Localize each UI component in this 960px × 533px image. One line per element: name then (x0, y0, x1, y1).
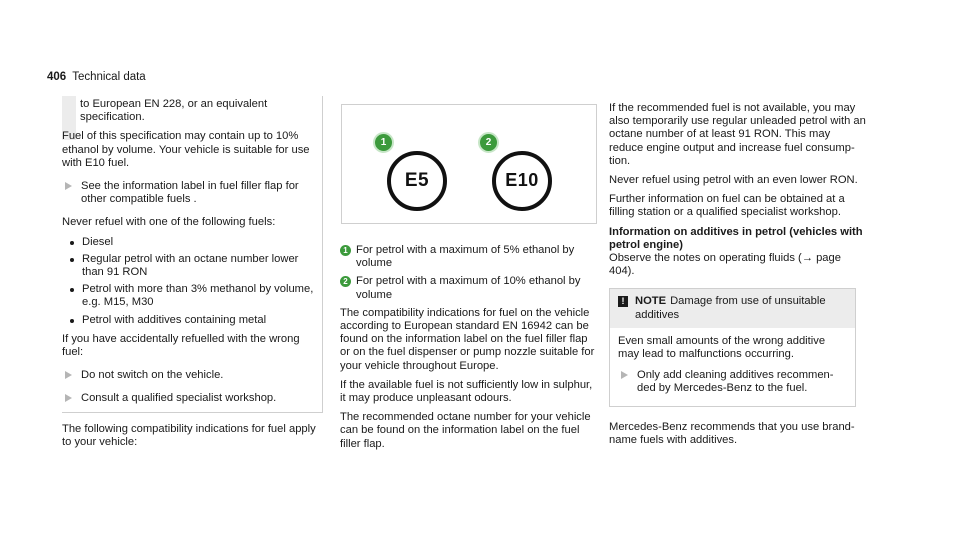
note-text: Even small amounts of the wrong additive may lead to malfunctions occurring. (618, 334, 826, 361)
compatibility-intro: The following compatibility indications for fuel apply to your vehicle: (62, 423, 316, 449)
list-item: Petrol with more than 3% methanol by volume, e.g. M15, M30 (70, 283, 322, 309)
step-arrow-icon (65, 182, 72, 190)
intro-continuation: to European EN 228, or an equivalent specification. (80, 98, 268, 124)
additives-heading: Information on additives in petrol (vehicles with petrol engine) (609, 225, 863, 251)
page-number: 406 (47, 71, 67, 83)
step-arrow-icon (65, 394, 72, 402)
lower-ron-paragraph: Never refuel using petrol with an even lower RON. (609, 174, 858, 187)
step-arrow-icon (65, 371, 72, 379)
step-arrow-icon (621, 371, 628, 379)
list-item: Regular petrol with an octane number lower than 91 RON (70, 253, 322, 279)
callout-number: 1 (340, 245, 351, 256)
step-do-not-switch-on: Do not switch on the vehicle. (62, 369, 322, 382)
forbidden-fuels-list (62, 236, 322, 327)
step-cleaning-additives: Only add cleaning additives recommended by Mercedes-Benz to the fuel. (618, 369, 847, 395)
further-info-paragraph: Further information on fuel can be obtained at a filling station or a qualified specialist workshop. (609, 193, 845, 219)
warning-icon: ! (618, 296, 628, 307)
note-header (610, 289, 855, 327)
note-box (609, 288, 856, 406)
column-3 (609, 102, 867, 453)
e10-label-icon: E10 (492, 151, 552, 211)
list-item: Petrol with additives containing metal (70, 314, 322, 327)
unavailable-fuel-paragraph: If the recommended fuel is not available, you may also temporarily use regular unleaded petrol with an octane number of at least 91 RON. This may reduce engine output and increase fuel consumption. (609, 102, 866, 167)
sulphur-paragraph: If the available fuel is not sufficiently low in sulphur, it may produce unpleasant odours. (340, 378, 593, 405)
never-refuel-text: Never refuel with one of the following fuels: (62, 216, 276, 229)
column-2 (340, 244, 596, 457)
list-item: Diesel (70, 236, 322, 249)
wrong-fuel-text: If you have accidentally refuelled with the wrong fuel: (62, 332, 300, 359)
e5-label-icon: E5 (387, 151, 447, 211)
brand-fuels-paragraph: Mercedes-Benz recommends that you use brand-name fuels with additives. (609, 420, 855, 446)
note-body (610, 328, 855, 406)
ethanol-paragraph: Fuel of this specification may contain up to 10% ethanol by volume. Your vehicle is suitable for use with E10 fuel. (62, 130, 310, 169)
callout-2: 2 For petrol with a maximum of 10% ethanol by volume (340, 275, 596, 301)
callout-number: 2 (340, 276, 351, 287)
callout-1: 1 For petrol with a maximum of 5% ethanol by volume (340, 244, 596, 270)
callout-badge-2: 2 (478, 132, 499, 153)
box-border-right (322, 96, 323, 412)
note-label: NOTE (635, 295, 667, 308)
step-see-label: See the information label in fuel filler flap for other compatible fuels . (62, 180, 322, 206)
fuel-label-figure (341, 104, 597, 224)
step-consult-workshop: Consult a qualified specialist workshop. (62, 392, 322, 405)
callout-badge-1: 1 (373, 132, 394, 153)
section-title: Technical data (72, 71, 146, 83)
note-title: Damage from use of unsuitable additives (635, 295, 826, 321)
standard-paragraph: The compatibility indications for fuel on the vehicle according to European standard EN 16942 can be found on the information label on the fuel filler flap or on the fuel dispenser or pump nozzle suitable for your vehicle throughout Europe. (340, 306, 595, 372)
page-header (47, 71, 146, 84)
column-1 (62, 98, 322, 416)
observe-notes: Observe the notes on operating fluids (→ page 404). (609, 252, 841, 278)
octane-paragraph: The recommended octane number for your vehicle can be found on the information label on the fuel filler flap. (340, 411, 591, 450)
